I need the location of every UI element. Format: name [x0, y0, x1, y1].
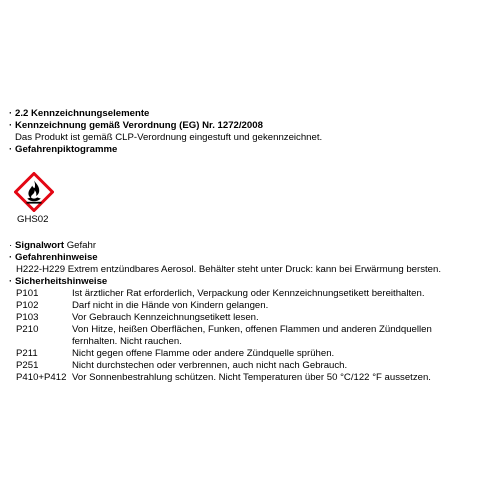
bullet: ·: [9, 276, 13, 287]
bullet: ·: [9, 144, 13, 155]
hazard-heading: Gefahrenhinweise: [15, 252, 98, 263]
pictograms-heading: Gefahrenpiktogramme: [15, 144, 118, 155]
bullet: ·: [9, 240, 13, 251]
precaution-text: Vor Gebrauch Kennzeichnungsetikett lesen.: [72, 312, 259, 323]
precaution-code: P103: [16, 312, 39, 323]
classification-statement: Das Produkt ist gemäß CLP-Verordnung eingestuft und gekennzeichnet.: [15, 132, 323, 143]
flame-icon: [14, 172, 54, 212]
precaution-code: P210: [16, 324, 39, 335]
precaution-text: Vor Sonnenbestrahlung schützen. Nicht Temperaturen über 50 °C/122 °F aussetzen.: [72, 372, 431, 383]
regulation-heading: Kennzeichnung gemäß Verordnung (EG) Nr. 1272/2008: [15, 120, 263, 131]
pictogram-code: GHS02: [17, 214, 49, 225]
signal-word-line: [15, 240, 96, 251]
precaution-text: Nicht gegen offene Flamme oder andere Zündquelle sprühen.: [72, 348, 335, 359]
precaution-text: Von Hitze, heißen Oberflächen, Funken, offenen Flammen und anderen Zündquellen: [72, 324, 432, 335]
signal-word-value: Gefahr: [66, 240, 97, 251]
bullet: ·: [9, 120, 13, 131]
section-heading: 2.2 Kennzeichnungselemente: [15, 108, 150, 119]
precaution-heading: Sicherheitshinweise: [15, 276, 108, 287]
precaution-text: Darf nicht in die Hände von Kindern gelangen.: [72, 300, 269, 311]
precaution-code: P251: [16, 360, 39, 371]
precaution-text-continued: fernhalten. Nicht rauchen.: [72, 336, 182, 347]
precaution-text: Nicht durchstechen oder verbrennen, auch nicht nach Gebrauch.: [72, 360, 348, 371]
precaution-code: P211: [16, 348, 38, 359]
signal-word-label: Signalwort: [15, 240, 65, 251]
bullet: ·: [9, 108, 13, 119]
precaution-text: Ist ärztlicher Rat erforderlich, Verpackung oder Kennzeichnungsetikett bereithalten.: [72, 288, 425, 299]
precaution-code: P102: [16, 300, 39, 311]
bullet: ·: [9, 252, 13, 263]
precaution-code: P101: [16, 288, 39, 299]
hazard-statement: H222-H229 Extrem entzündbares Aerosol. Behälter steht unter Druck: kann bei Erwärmung bersten.: [16, 264, 442, 275]
precaution-code: P410+P412: [16, 372, 67, 383]
